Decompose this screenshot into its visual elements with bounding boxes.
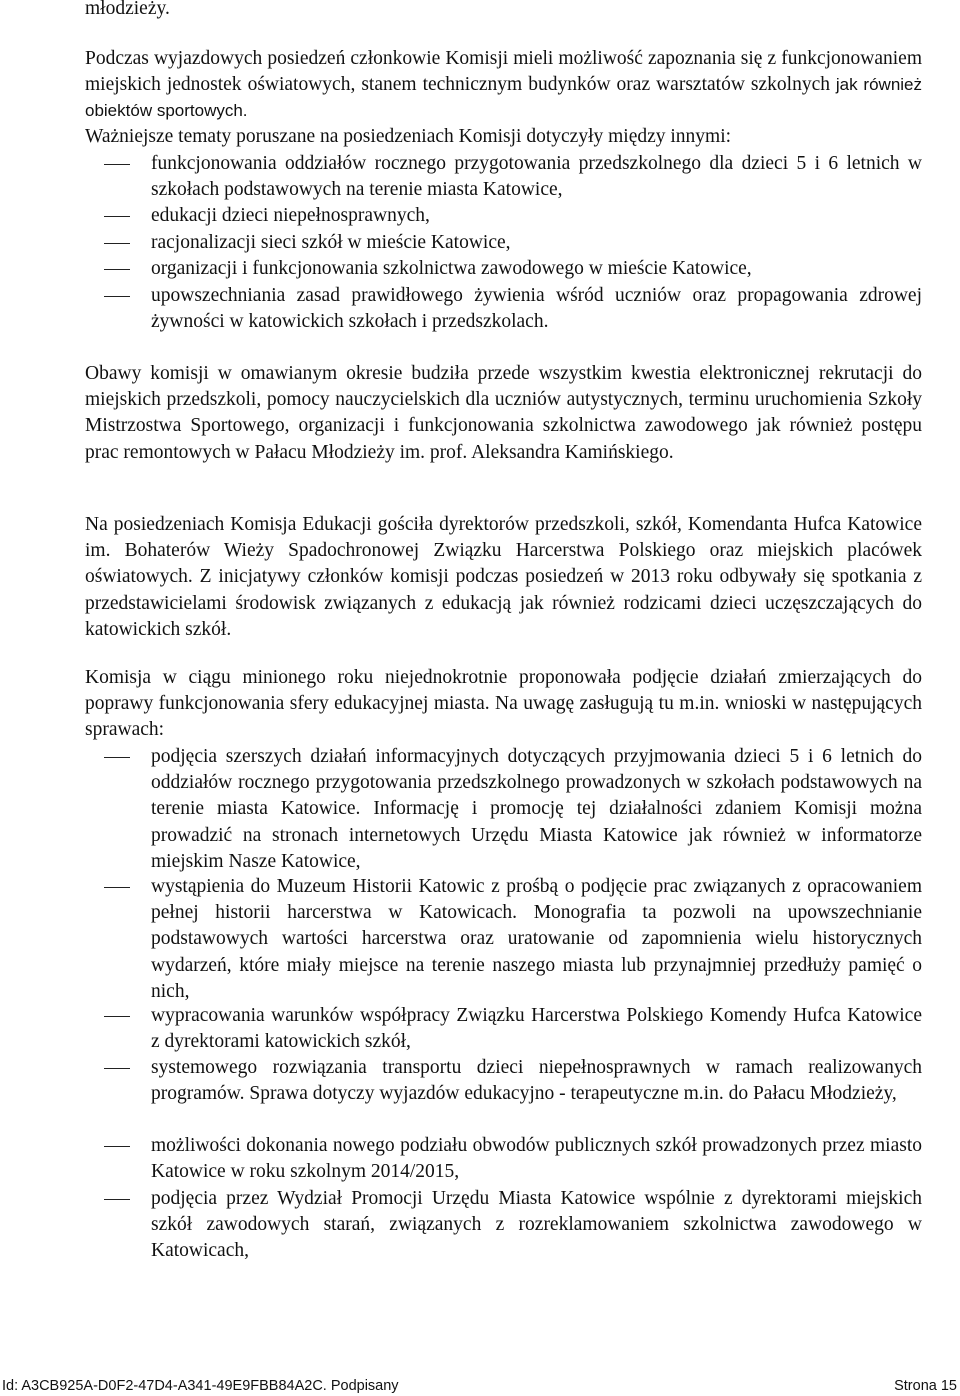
list-item: systemowego rozwiązania transportu dzieci niepełnosprawnych w ramach realizowanych programów. Sprawa dotyczy wyjazdów edukacyjno - terapeutyczne m.in. do Pałacu Młodzieży,: [151, 1057, 922, 1105]
dash-bullet: [104, 1068, 130, 1069]
dash-bullet: [104, 243, 130, 244]
list-item: funkcjonowania oddziałów rocznego przygotowania przedszkolnego dla dzieci 5 i 6 letnich w szkołach podstawowych na terenie miasta Katowice,: [151, 153, 922, 201]
list-item: edukacji dzieci niepełnosprawnych,: [151, 205, 430, 226]
list-item: racjonalizacji sieci szkół w mieście Katowice,: [151, 232, 511, 253]
top-fragment: młodzieży.: [85, 0, 170, 19]
dash-bullet: [104, 269, 130, 270]
paragraph-visits-tail: jak również obiektów sportowych.: [85, 75, 923, 121]
footer-document-id: Id: A3CB925A-D0F2-47D4-A341-49E9FBB84A2C. Podpisany: [2, 1378, 399, 1394]
paragraph-guests: Na posiedzeniach Komisja Edukacji gościła dyrektorów przedszkoli, szkół, Komendanta Hufca Katowice im. Bohaterów Wieży Spadochronowej Związku Harcerstwa Polskiego oraz miejskich placówek oświatowych. Z inicjatywy członków komisji podczas posiedzeń w 2013 roku odbywały się spotkania z przedstawicielami środowisk związanych z edukacją jak również rodzicami dzieci uczęszczających do katowickich szkół.: [85, 514, 922, 640]
list-item: upowszechniania zasad prawidłowego żywienia wśród uczniów oraz propagowania zdrowej żywności w katowickich szkołach i przedszkolach.: [151, 285, 922, 333]
dash-bullet: [104, 1146, 130, 1147]
list-item: wypracowania warunków współpracy Związku Harcerstwa Polskiego Komendy Hufca Katowice z dyrektorami katowickich szkół,: [151, 1005, 922, 1053]
list-item: organizacji i funkcjonowania szkolnictwa zawodowego w mieście Katowice,: [151, 258, 752, 279]
dash-bullet: [104, 1199, 130, 1200]
list-intro: Ważniejsze tematy poruszane na posiedzeniach Komisji dotyczyły między innymi:: [85, 126, 732, 147]
dash-bullet: [104, 296, 130, 297]
paragraph-proposals: Komisja w ciągu minionego roku niejednokrotnie proponowała podjęcie działań zmierzających do poprawy funkcjonowania sfery edukacyjnej miasta. Na uwagę zasługują tu m.in. wnioski w następujących sprawach:: [85, 667, 922, 741]
paragraph-visits-text: Podczas wyjazdowych posiedzeń członkowie Komisji mieli możliwość zapoznania się z funkcjonowaniem miejskich jednostek oświatowych, stanem technicznym budynków oraz warsztatów szkolnych: [85, 48, 922, 96]
dash-bullet: [104, 887, 130, 888]
list-item: możliwości dokonania nowego podziału obwodów publicznych szkół prowadzonych przez miasto Katowice w roku szkolnym 2014/2015,: [151, 1135, 922, 1183]
list-item: podjęcia przez Wydział Promocji Urzędu Miasta Katowice wspólnie z dyrektorami miejskich szkół zawodowych starań, związanych z rozreklamowaniem szkolnictwa zawodowego w Katowicach,: [151, 1188, 922, 1262]
dash-bullet: [104, 164, 130, 165]
list-item: wystąpienia do Muzeum Historii Katowic z prośbą o podjęcie prac związanych z opracowaniem pełnej historii harcerstwa w Katowicach. Monografia ta pozwoli na upowszechnianie podstawowych wartości harcerstwa oraz uratowanie od zapomnienia wielu historycznych wydarzeń, które miały miejsce na terenie naszego miasta lub przynajmniej przedłuży pamięć o nich,: [151, 876, 922, 1002]
paragraph-visits: [85, 46, 922, 125]
dash-bullet: [104, 757, 130, 758]
dash-bullet: [104, 1016, 130, 1017]
dash-bullet: [104, 216, 130, 217]
list-item: podjęcia szerszych działań informacyjnych dotyczących przyjmowania dzieci 5 i 6 letnich do oddziałów rocznego przygotowania przedszkolnego prowadzonych w szkołach podstawowych na terenie miasta Katowice. Informację i promocję tej działalności zdaniem Komisji można prowadzić na stronach internetowych Urzędu Miasta Katowice jak również w informatorze miejskim Nasze Katowice,: [151, 746, 922, 872]
footer-page-number: Strona 15: [894, 1378, 957, 1394]
paragraph-concerns: Obawy komisji w omawianym okresie budziła przede wszystkim kwestia elektronicznej rekrutacji do miejskich przedszkoli, pomocy nauczycielskich dla uczniów autystycznych, terminu uruchomienia Szkoły Mistrzostwa Sportowego, organizacji i funkcjonowania szkolnictwa zawodowego jak również postępu prac remontowych w Pałacu Młodzieży im. prof. Aleksandra Kamińskiego.: [85, 363, 922, 463]
